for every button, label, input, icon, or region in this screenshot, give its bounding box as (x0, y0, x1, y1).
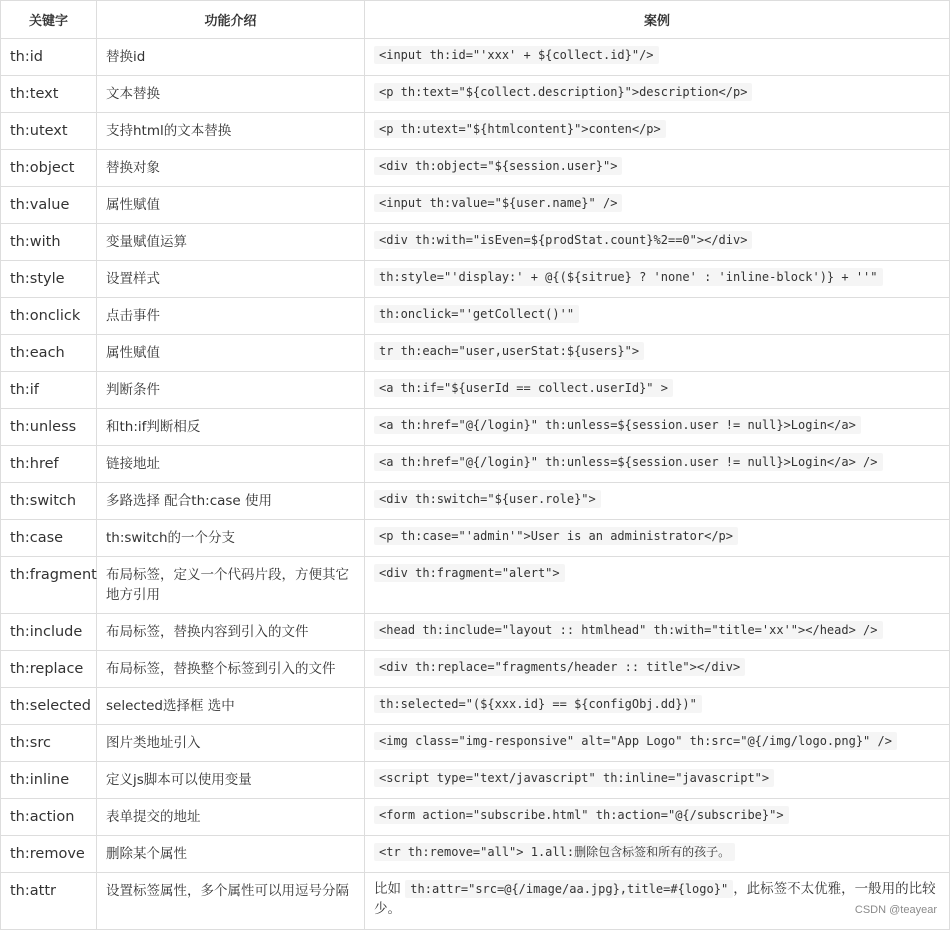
keyword-cell: th:src (1, 725, 97, 762)
table-row (1, 39, 950, 76)
keyword-cell: th:style (1, 261, 97, 298)
example-code: <head th:include="layout :: htmlhead" th:with="title='xx'"></head> /> (374, 621, 883, 639)
keyword-cell: th:with (1, 224, 97, 261)
table-row (1, 335, 950, 372)
example-cell (365, 520, 950, 557)
table-row (1, 409, 950, 446)
example-code: <div th:object="${session.user}"> (374, 157, 622, 175)
description-cell: 判断条件 (97, 372, 365, 409)
keyword-cell: th:replace (1, 651, 97, 688)
table-row (1, 614, 950, 651)
description-cell: 替换对象 (97, 150, 365, 187)
example-cell (365, 483, 950, 520)
header-example: 案例 (365, 1, 950, 39)
example-cell (365, 150, 950, 187)
example-code: <div th:with="isEven=${prodStat.count}%2==0"></div> (374, 231, 752, 249)
keyword-cell: th:utext (1, 113, 97, 150)
example-code: <div th:fragment="alert"> (374, 564, 565, 582)
example-code: <input th:id="'xxx' + ${collect.id}"/> (374, 46, 659, 64)
description-cell: 多路选择 配合th:case 使用 (97, 483, 365, 520)
example-cell (365, 298, 950, 335)
description-cell: 表单提交的地址 (97, 799, 365, 836)
description-cell: 支持html的文本替换 (97, 113, 365, 150)
keyword-cell: th:if (1, 372, 97, 409)
example-cell (365, 725, 950, 762)
example-code: <p th:utext="${htmlcontent}">conten</p> (374, 120, 666, 138)
example-cell (365, 799, 950, 836)
keyword-cell: th:fragment (1, 557, 97, 614)
example-code: <a th:href="@{/login}" th:unless=${session.user != null}>Login</a> (374, 416, 861, 434)
header-description: 功能介绍 (97, 1, 365, 39)
keyword-cell: th:selected (1, 688, 97, 725)
table-row (1, 651, 950, 688)
watermark: CSDN @teayear (854, 904, 937, 916)
table-row (1, 150, 950, 187)
description-cell: 布局标签，替换整个标签到引入的文件 (97, 651, 365, 688)
keyword-cell: th:href (1, 446, 97, 483)
example-code: th:selected="(${xxx.id} == ${configObj.dd})" (374, 695, 702, 713)
keyword-cell: th:text (1, 76, 97, 113)
example-code: <a th:href="@{/login}" th:unless=${session.user != null}>Login</a> /> (374, 453, 883, 471)
keyword-cell: th:unless (1, 409, 97, 446)
description-cell: selected选择框 选中 (97, 688, 365, 725)
example-code: <a th:if="${userId == collect.userId}" > (374, 379, 673, 397)
description-cell: 设置样式 (97, 261, 365, 298)
description-cell: 点击事件 (97, 298, 365, 335)
example-cell (365, 836, 950, 873)
example-cell (365, 614, 950, 651)
example-code: <p th:text="${collect.description}">description</p> (374, 83, 752, 101)
description-cell: 属性赋值 (97, 335, 365, 372)
example-cell (365, 372, 950, 409)
description-cell: 图片类地址引入 (97, 725, 365, 762)
example-code: tr th:each="user,userStat:${users}"> (374, 342, 644, 360)
table-row (1, 224, 950, 261)
table-row (1, 261, 950, 298)
keyword-cell: th:attr (1, 873, 97, 930)
description-cell: 文本替换 (97, 76, 365, 113)
example-cell (365, 409, 950, 446)
keyword-cell: th:inline (1, 762, 97, 799)
keyword-cell: th:onclick (1, 298, 97, 335)
table-row (1, 372, 950, 409)
table-row (1, 187, 950, 224)
table-row (1, 836, 950, 873)
description-cell: 布局标签，定义一个代码片段，方便其它地方引用 (97, 557, 365, 614)
keyword-cell: th:remove (1, 836, 97, 873)
example-cell (365, 762, 950, 799)
example-cell (365, 224, 950, 261)
example-cell (365, 688, 950, 725)
description-cell: 属性赋值 (97, 187, 365, 224)
example-cell (365, 39, 950, 76)
keyword-cell: th:id (1, 39, 97, 76)
table-row (1, 688, 950, 725)
table-row (1, 76, 950, 113)
table-row (1, 446, 950, 483)
description-cell: 定义js脚本可以使用变量 (97, 762, 365, 799)
keyword-cell: th:each (1, 335, 97, 372)
example-cell (365, 651, 950, 688)
description-cell: 变量赋值运算 (97, 224, 365, 261)
keyword-cell: th:case (1, 520, 97, 557)
example-cell (365, 335, 950, 372)
table-row (1, 799, 950, 836)
table-row (1, 298, 950, 335)
example-code: <img class="img-responsive" alt="App Logo" th:src="@{/img/logo.png}" /> (374, 732, 897, 750)
example-code: <input th:value="${user.name}" /> (374, 194, 622, 212)
example-code: <form action="subscribe.html" th:action="@{/subscribe}"> (374, 806, 789, 824)
example-suffix: ，此标签不太优雅，一般用的比较少。 (374, 881, 936, 917)
table-row (1, 725, 950, 762)
keyword-cell: th:object (1, 150, 97, 187)
description-cell: 删除某个属性 (97, 836, 365, 873)
description-cell: 设置标签属性，多个属性可以用逗号分隔 (97, 873, 365, 930)
example-code: <p th:case="'admin'">User is an administrator</p> (374, 527, 738, 545)
description-cell: 布局标签，替换内容到引入的文件 (97, 614, 365, 651)
example-code: th:style="'display:' + @{(${sitrue} ? 'none' : 'inline-block')} + ''" (374, 268, 883, 286)
keyword-cell: th:switch (1, 483, 97, 520)
table-row (1, 113, 950, 150)
table-row (1, 557, 950, 614)
description-cell: 替换id (97, 39, 365, 76)
example-cell (365, 261, 950, 298)
table-row (1, 762, 950, 799)
keyword-cell: th:value (1, 187, 97, 224)
example-code: <script type="text/javascript" th:inline="javascript"> (374, 769, 774, 787)
table-row (1, 520, 950, 557)
description-cell: 链接地址 (97, 446, 365, 483)
example-cell (365, 113, 950, 150)
table-row (1, 483, 950, 520)
table-header-row (1, 1, 950, 39)
example-prefix: 比如 (374, 881, 406, 897)
example-code: th:onclick="'getCollect()'" (374, 305, 579, 323)
description-cell: th:switch的一个分支 (97, 520, 365, 557)
table-row (1, 873, 950, 930)
example-cell (365, 187, 950, 224)
example-code: <div th:replace="fragments/header :: title"></div> (374, 658, 745, 676)
example-code: <div th:switch="${user.role}"> (374, 490, 601, 508)
description-cell: 和th:if判断相反 (97, 409, 365, 446)
keyword-cell: th:action (1, 799, 97, 836)
example-cell (365, 446, 950, 483)
example-code: th:attr="src=@{/image/aa.jpg},title=#{logo}" (405, 880, 733, 898)
example-cell (365, 873, 950, 930)
example-code: <tr th:remove="all"> 1.all:删除包含标签和所有的孩子。 (374, 843, 735, 861)
keyword-cell: th:include (1, 614, 97, 651)
header-keyword: 关键字 (1, 1, 97, 39)
example-cell (365, 76, 950, 113)
example-cell (365, 557, 950, 614)
